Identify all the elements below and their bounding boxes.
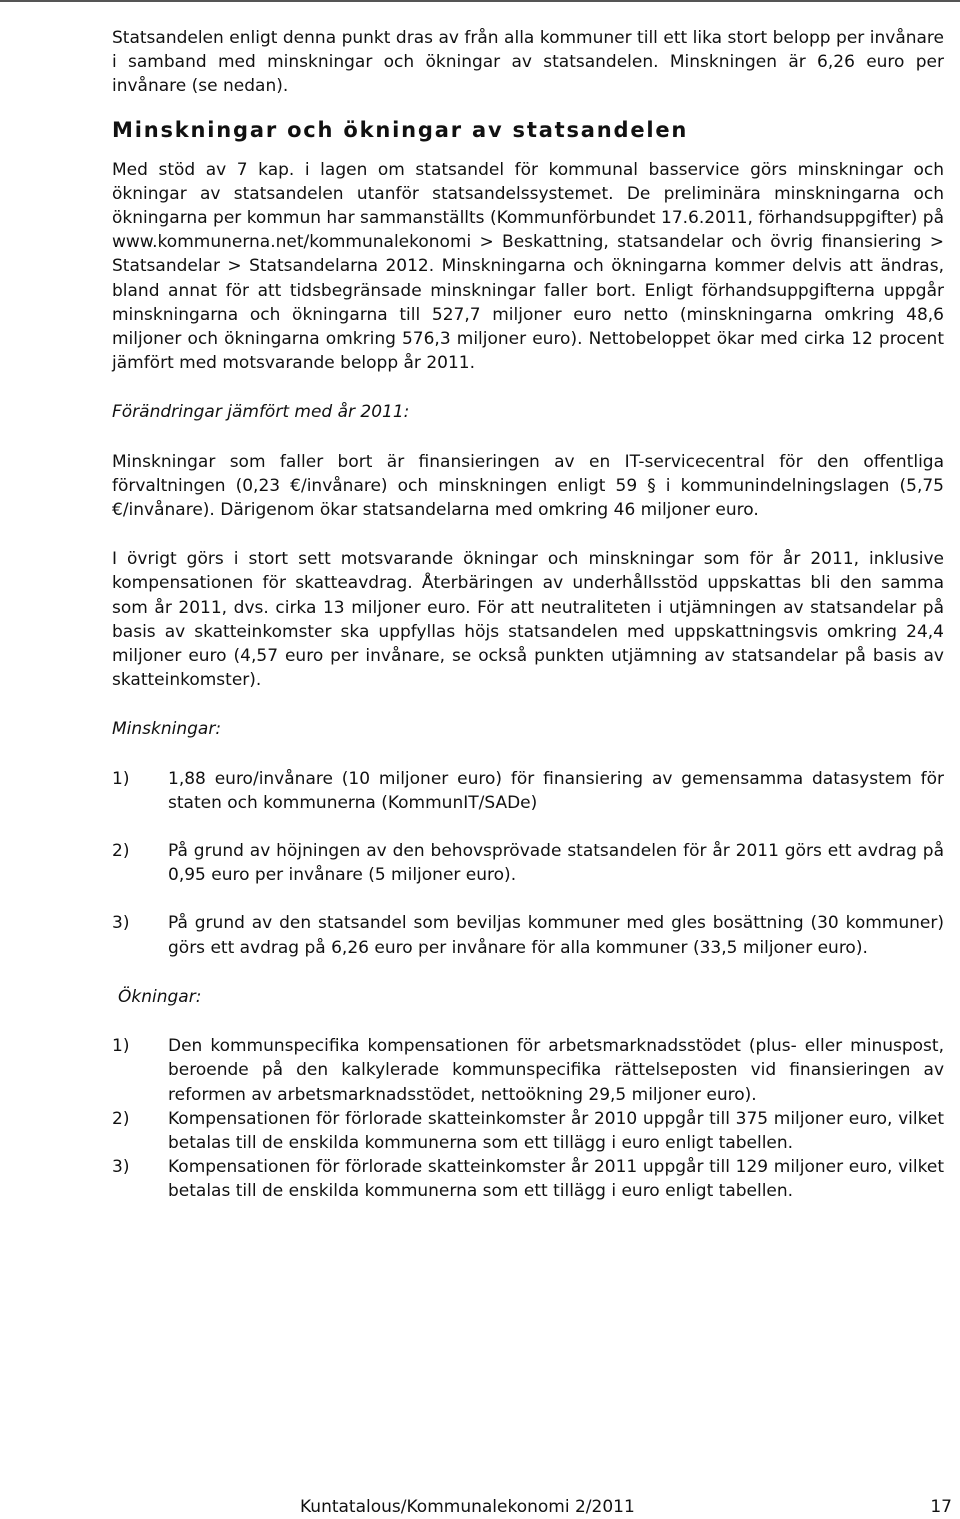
- top-rule: [0, 0, 960, 2]
- changes-heading: Förändringar jämfört med år 2011:: [112, 402, 410, 423]
- list-text: På grund av höjningen av den behovsprövade statsandelen för år 2011 görs ett avdrag på 0,95 euro per invånare (5 miljoner euro).: [168, 841, 944, 886]
- list-item: [112, 1155, 944, 1203]
- list-item: [112, 1034, 944, 1107]
- list-item: [112, 911, 944, 959]
- publication-title: Kuntatalous/Kommunalekonomi 2/2011: [300, 1497, 635, 1517]
- list-number: 3): [112, 913, 130, 934]
- list-number: 3): [112, 1157, 130, 1178]
- list-number: 1): [112, 768, 130, 789]
- list-text: Kompensationen för förlorade skatteinkomster år 2011 uppgår till 129 miljoner euro, vilket betalas till de enskilda kommunerna som ett tillägg i euro enligt tabellen.: [168, 1157, 944, 1202]
- list-number: 2): [112, 1108, 130, 1129]
- body-paragraph-3: I övrigt görs i stort sett motsvarande ökningar och minskningar som för år 2011, inklusive kompensationen för skatteavdrag. Återbäringen av underhållsstöd uppskattas bli den samma som år 2011, dvs. cirka 13 miljoner euro. För att neutraliteten i utjämningen av statsandelar på basis av skatteinkomster ska uppfyllas höjs statsandelen med uppskattningsvis omkring 24,4 miljoner euro (4,57 euro per invånare, se också punkten utjämning av statsandelar på basis av skatteinkomster).: [112, 549, 944, 691]
- list-item: [112, 767, 944, 815]
- intro-paragraph: Statsandelen enligt denna punkt dras av från alla kommuner till ett lika stort belopp per invånare i samband med minskningar och ökningar av statsandelen. Minskningen är 6,26 euro per invånare (se nedan).: [112, 28, 944, 97]
- body-paragraph-2: Minskningar som faller bort är finansieringen av en IT-servicecentral för den offentliga förvaltningen (0,23 €/invånare) och minskningen enligt 59 § i kommunindelningslagen (5,75 €/invånare). Därigenom ökar statsandelarna med omkring 46 miljoner euro.: [112, 451, 944, 521]
- list-text: Den kommunspecifika kompensationen för arbetsmarknadsstödet (plus- eller minuspost, beroende på den kalkylerade kommunspecifika rättelseposten vid finansieringen av reformen av arbetsmarknadsstödet, nettoökning 29,5 miljoner euro).: [168, 1036, 944, 1105]
- document-body: [112, 26, 944, 1204]
- list-text: Kompensationen för förlorade skatteinkomster år 2010 uppgår till 375 miljoner euro, vilket betalas till de enskilda kommunerna som ett tillägg i euro enligt tabellen.: [168, 1108, 944, 1153]
- list-text: 1,88 euro/invånare (10 miljoner euro) för finansiering av gemensamma datasystem för staten och kommunerna (KommunIT/SADe): [168, 768, 944, 813]
- increases-heading: Ökningar:: [118, 986, 202, 1007]
- section-heading: Minskningar och ökningar av statsandelen: [112, 117, 689, 142]
- reductions-heading: Minskningar:: [112, 719, 222, 740]
- list-item: [112, 1107, 944, 1155]
- list-number: 2): [112, 841, 130, 862]
- page-number: 17: [930, 1497, 952, 1517]
- list-text: På grund av den statsandel som beviljas kommuner med gles bosättning (30 kommuner) görs ett avdrag på 6,26 euro per invånare för alla kommuner (33,5 miljoner euro).: [168, 913, 944, 958]
- body-paragraph-1: Med stöd av 7 kap. i lagen om statsandel för kommunal basservice görs minskningar och ökningar av statsandelen utanför statsandelssystemet. De preliminära minskningarna och ökningarna per kommun har sammanställts (Kommunförbundet 17.6.2011, förhandsuppgifter) på www.kommunerna.net/kommunalekonomi > Beskattning, statsandelar och övrig finansiering > Statsandelar > Statsandelarna 2012. Minskningarna och ökningarna kommer delvis att ändras, bland annat för att tidsbegränsade minskningar faller bort. Enligt förhandsuppgifterna uppgår minskningarna och ökningarna till 527,7 miljoner euro netto (minskningarna omkring 48,6 miljoner och ökningarna omkring 576,3 miljoner euro). Nettobeloppet ökar med cirka 12 procent jämfört med motsvarande belopp år 2011.: [112, 159, 944, 374]
- reductions-list: [112, 767, 944, 960]
- list-number: 1): [112, 1036, 130, 1057]
- list-item: [112, 839, 944, 887]
- increases-list: [112, 1034, 944, 1203]
